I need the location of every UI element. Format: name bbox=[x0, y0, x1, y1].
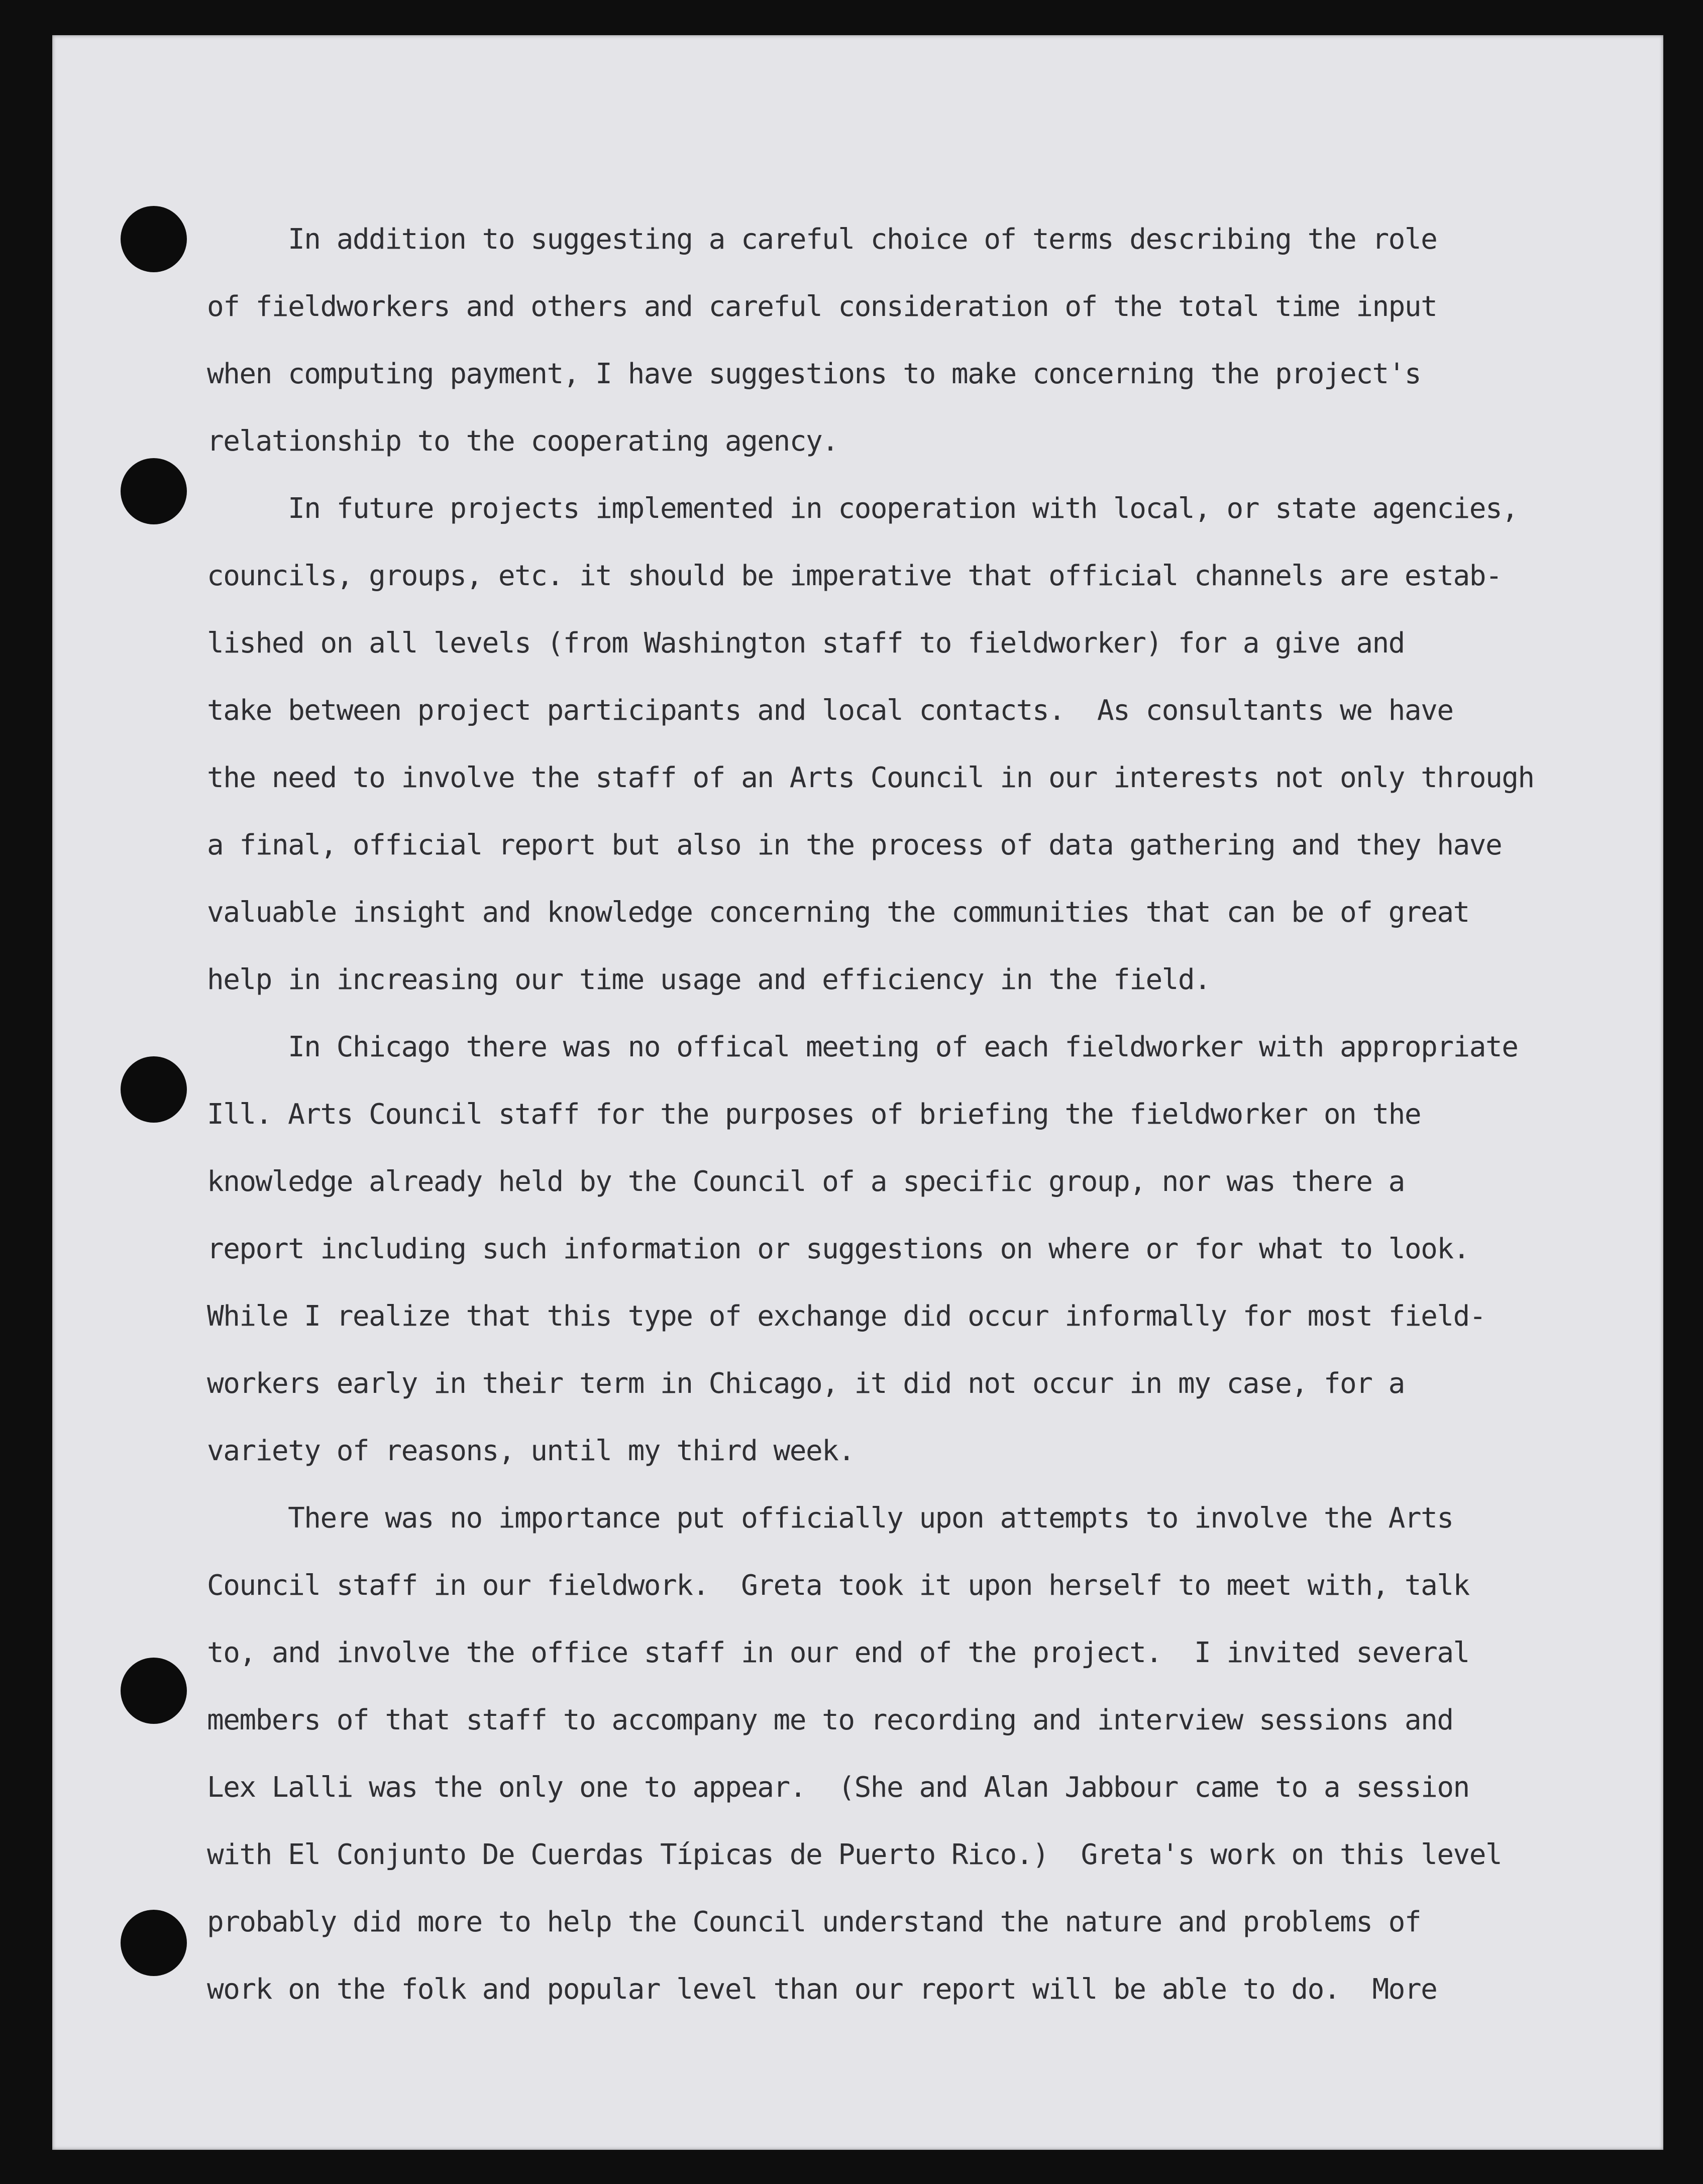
text-line: work on the folk and popular level than our report will be able to do. More bbox=[207, 1973, 1437, 2006]
punch-hole bbox=[121, 458, 187, 524]
text-line: take between project participants and local contacts. As consultants we have bbox=[207, 694, 1453, 727]
text-line: councils, groups, etc. it should be imperative that official channels are estab- bbox=[207, 560, 1502, 592]
text-line: when computing payment, I have suggestions to make concerning the project's bbox=[207, 358, 1421, 390]
text-line: a final, official report but also in the process of data gathering and they have bbox=[207, 829, 1502, 861]
text-line: relationship to the cooperating agency. bbox=[207, 425, 838, 458]
text-line: In addition to suggesting a careful choice of terms describing the role bbox=[207, 223, 1437, 256]
punch-hole bbox=[121, 206, 187, 272]
text-line: Council staff in our fieldwork. Greta took it upon herself to meet with, talk bbox=[207, 1569, 1469, 1602]
text-line: knowledge already held by the Council of a specific group, nor was there a bbox=[207, 1165, 1405, 1198]
text-line: In Chicago there was no offical meeting of each fieldworker with appropriate bbox=[207, 1031, 1518, 1063]
text-line: In future projects implemented in cooperation with local, or state agencies, bbox=[207, 492, 1518, 525]
text-line: lished on all levels (from Washington staff to fieldworker) for a give and bbox=[207, 627, 1405, 660]
text-line: probably did more to help the Council understand the nature and problems of bbox=[207, 1906, 1421, 1938]
text-line: of fieldworkers and others and careful consideration of the total time input bbox=[207, 290, 1437, 323]
text-line: help in increasing our time usage and efficiency in the field. bbox=[207, 963, 1211, 996]
text-line: variety of reasons, until my third week. bbox=[207, 1435, 855, 1467]
text-line: While I realize that this type of exchange did occur informally for most field- bbox=[207, 1300, 1485, 1333]
punch-hole bbox=[121, 1056, 187, 1123]
punch-hole bbox=[121, 1658, 187, 1724]
text-line: valuable insight and knowledge concerning the communities that can be of great bbox=[207, 896, 1469, 929]
text-line: with El Conjunto De Cuerdas Típicas de Puerto Rico.) Greta's work on this level bbox=[207, 1838, 1502, 1871]
text-line: the need to involve the staff of an Arts Council in our interests not only through bbox=[207, 761, 1534, 794]
text-line: to, and involve the office staff in our end of the project. I invited several bbox=[207, 1636, 1469, 1669]
text-line: Ill. Arts Council staff for the purposes of briefing the fieldworker on the bbox=[207, 1098, 1421, 1131]
text-line: workers early in their term in Chicago, it did not occur in my case, for a bbox=[207, 1367, 1405, 1400]
page-body-text bbox=[207, 206, 1604, 2023]
punch-hole bbox=[121, 1910, 187, 1976]
text-line: There was no importance put officially upon attempts to involve the Arts bbox=[207, 1502, 1453, 1535]
text-line: Lex Lalli was the only one to appear. (She and Alan Jabbour came to a session bbox=[207, 1771, 1469, 1804]
text-line: members of that staff to accompany me to recording and interview sessions and bbox=[207, 1704, 1453, 1736]
text-line: report including such information or suggestions on where or for what to look. bbox=[207, 1233, 1469, 1265]
